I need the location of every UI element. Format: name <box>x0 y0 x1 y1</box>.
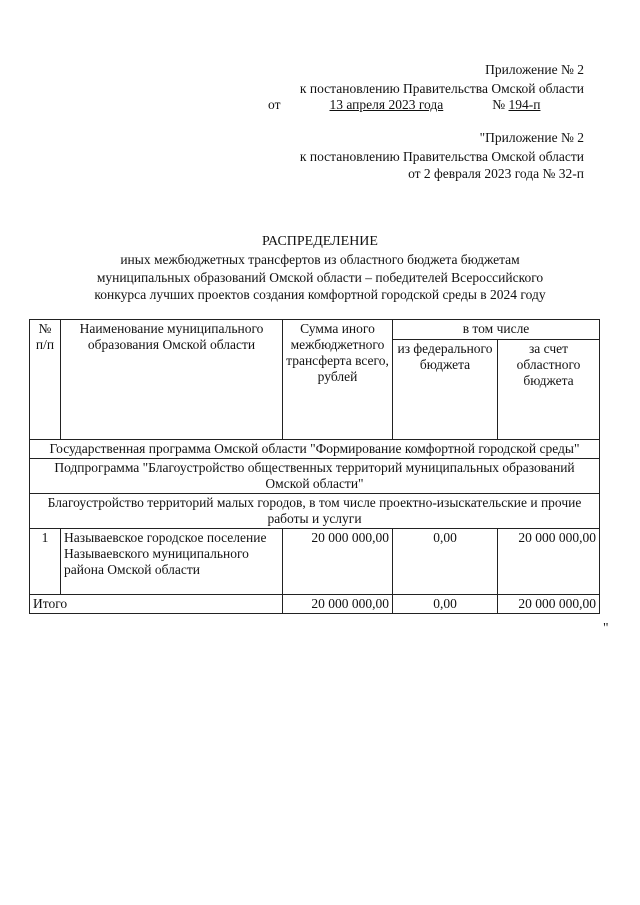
number-label: № <box>492 97 506 112</box>
header-regional: за счет областного бюджета <box>498 340 600 440</box>
closing-quote: " <box>603 620 609 635</box>
totals-federal: 0,00 <box>393 595 498 614</box>
activity-title: Благоустройство территорий малых городов, в том числе проектно-изыскательские и прочие работы и услуги <box>30 494 600 529</box>
header-total: Сумма иного межбюджетного трансферта всего, рублей <box>283 320 393 440</box>
header-federal: из федерального бюджета <box>393 340 498 440</box>
resolution-number: 194-п <box>508 97 541 112</box>
totals-row <box>30 595 600 614</box>
prev-appendix-title: "Приложение № 2 <box>479 130 584 145</box>
appendix-resolution-ref: к постановлению Правительства Омской области <box>299 81 584 96</box>
totals-label: Итого <box>30 595 283 614</box>
header-name: Наименование муниципального образования Омской области <box>61 320 283 440</box>
row-name: Называевское городское поселение Называевского муниципального района Омской области <box>61 529 283 595</box>
totals-regional: 20 000 000,00 <box>498 595 600 614</box>
subprogram-row <box>30 459 600 494</box>
prev-appendix-date-line: от 2 февраля 2023 года № 32-п <box>408 166 584 181</box>
from-label: от <box>268 97 281 112</box>
appendix-title: Приложение № 2 <box>485 62 584 77</box>
subprogram-title: Подпрограмма "Благоустройство общественных территорий муниципальных образований Омской области" <box>30 459 600 494</box>
document-title: РАСПРЕДЕЛЕНИЕ <box>262 234 378 249</box>
prev-appendix-resolution-ref: к постановлению Правительства Омской области <box>299 149 584 164</box>
document-subtitle-line-1: иных межбюджетных трансфертов из областного бюджета бюджетам <box>120 252 520 267</box>
row-federal: 0,00 <box>393 529 498 595</box>
document-subtitle-line-2: муниципальных образований Омской области – победителей Всероссийского <box>96 270 544 285</box>
table-header-row <box>30 320 600 340</box>
activity-row <box>30 494 600 529</box>
program-row <box>30 440 600 459</box>
row-num: 1 <box>30 529 61 595</box>
resolution-date: 13 апреля 2023 года <box>329 97 444 112</box>
distribution-table <box>29 319 600 614</box>
header-num: № п/п <box>30 320 61 440</box>
row-total: 20 000 000,00 <box>283 529 393 595</box>
appendix-date-line <box>268 97 581 113</box>
document-subtitle-line-3: конкурса лучших проектов создания комфортной городской среды в 2024 году <box>94 287 546 302</box>
header-including: в том числе <box>393 320 600 340</box>
totals-total: 20 000 000,00 <box>283 595 393 614</box>
program-title: Государственная программа Омской области "Формирование комфортной городской среды" <box>30 440 600 459</box>
row-regional: 20 000 000,00 <box>498 529 600 595</box>
table-row <box>30 529 600 595</box>
